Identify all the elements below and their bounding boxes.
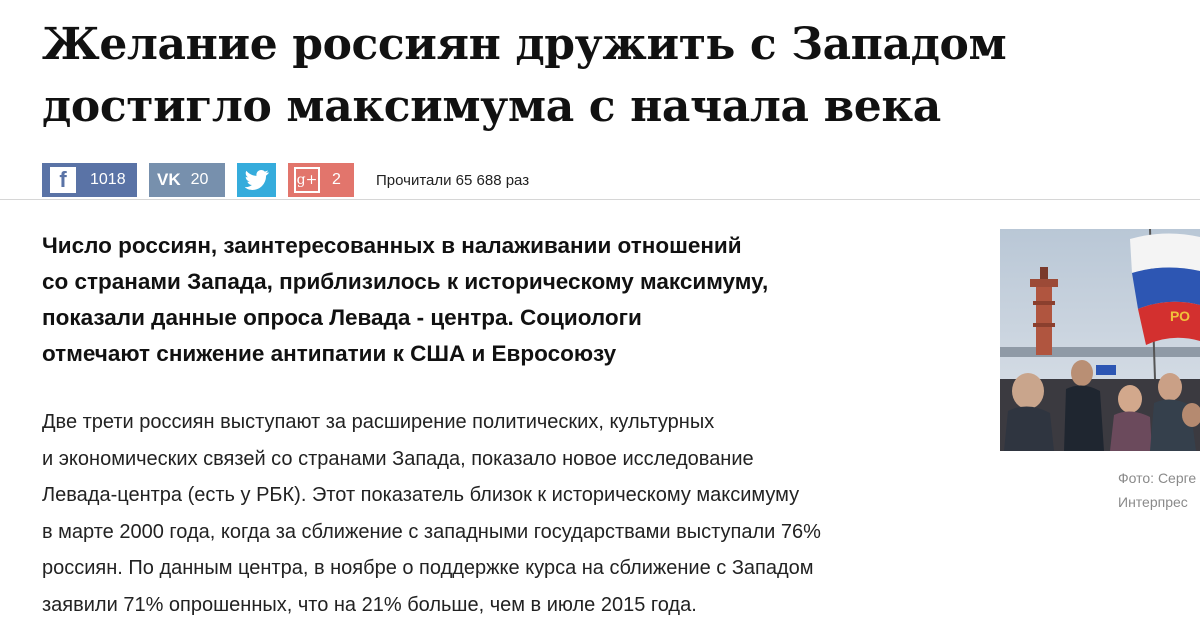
body-line: и экономических связей со странами Запада, показало новое исследование <box>42 447 754 470</box>
vk-share-button[interactable] <box>149 163 225 197</box>
article-lead <box>42 228 942 372</box>
article-photo[interactable] <box>1000 229 1200 451</box>
body-line: Две трети россиян выступают за расширение политических, культурных <box>42 411 715 433</box>
body-line: заявили 71% опрошенных, что на 21% больше, чем в июле 2015 года. <box>42 593 697 616</box>
read-count: Прочитали 65 688 раз <box>376 171 530 189</box>
twitter-share-button[interactable] <box>237 163 276 197</box>
rally-photo-illustration <box>1000 229 1200 451</box>
facebook-share-count: 1018 <box>90 171 126 188</box>
body-line: россиян. По данным центра, в ноябре о поддержке курса на сближение с Западом <box>42 557 814 579</box>
share-bar <box>42 163 529 197</box>
vk-share-count: 20 <box>190 171 209 188</box>
flag-text: РО <box>1170 308 1191 324</box>
facebook-share-button[interactable] <box>42 163 137 197</box>
lead-line: со странами Запада, приблизилось к историческому максимуму, <box>42 269 769 294</box>
photo-caption <box>1118 466 1196 514</box>
header-divider <box>0 199 1200 200</box>
body-line: в марте 2000 года, когда за сближение с западными государствами выступали 76% <box>42 520 821 543</box>
lead-line: показали данные опроса Левада - центра. Социологи <box>42 305 642 330</box>
google-plus-share-count: 2 <box>332 171 341 188</box>
article-headline: Желание россиян дружить с Западом достигло максимума с начала века <box>42 19 1007 132</box>
photo-caption-line: Интерпрес <box>1118 494 1188 510</box>
vk-icon: VK <box>157 170 181 189</box>
google-plus-icon: g+ <box>294 167 320 193</box>
twitter-icon <box>245 170 269 190</box>
photo-caption-line: Фото: Серге <box>1118 470 1197 486</box>
facebook-icon: f <box>50 167 76 193</box>
lead-line: отмечают снижение антипатии к США и Евросоюзу <box>42 341 617 366</box>
google-plus-share-button[interactable] <box>288 163 354 197</box>
body-line: Левада-центра (есть у РБК). Этот показатель близок к историческому максимуму <box>42 484 800 506</box>
article-body <box>42 404 982 623</box>
lead-line: Число россиян, заинтересованных в налаживании отношений <box>42 233 742 258</box>
